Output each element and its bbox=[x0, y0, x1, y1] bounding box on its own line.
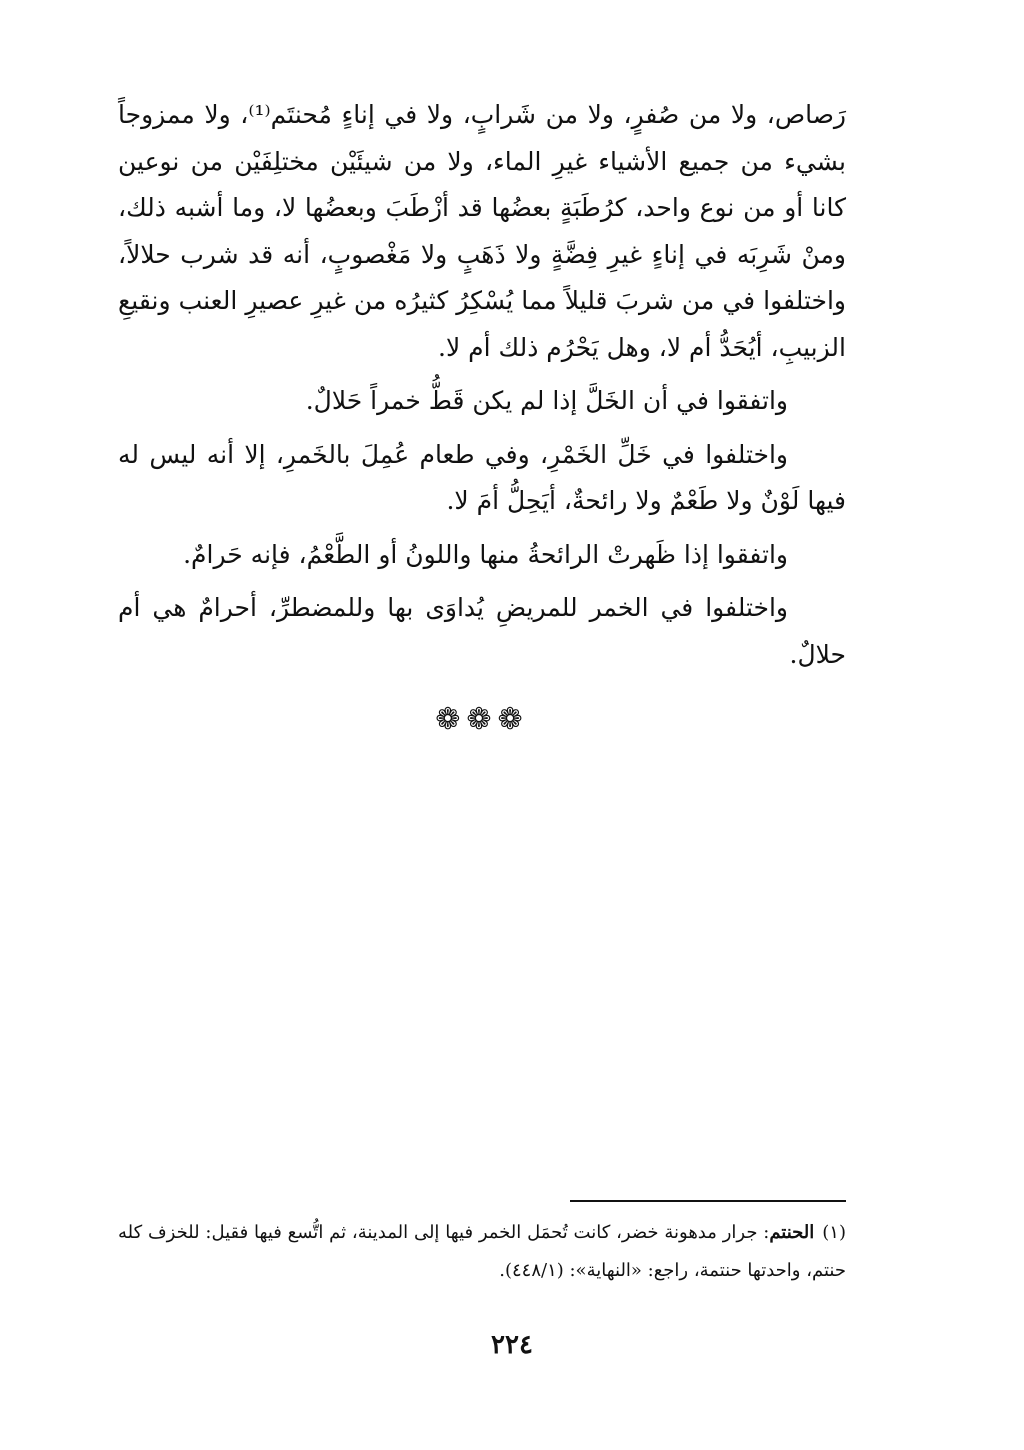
paragraph-3: واختلفوا في خَلِّ الخَمْرِ، وفي طعام عُمِلَ بالخَمرِ، إلا أنه ليس له فيها لَوْنٌ ولا طَعْمٌ ولا رائحةٌ، أيَحِلُّ أمَ لا. bbox=[118, 439, 846, 515]
footnote-1 bbox=[118, 1214, 846, 1290]
main-text bbox=[118, 92, 846, 737]
footnote-divider bbox=[570, 1200, 846, 1202]
page-number: ٢٢٤ bbox=[491, 1330, 533, 1360]
footnotes bbox=[118, 1200, 846, 1290]
paragraph-5: واختلفوا في الخمر للمريضِ يُداوَى بها وللمضطرِّ، أحرامٌ هي أم حلالٌ. bbox=[118, 593, 846, 669]
footnote-text: : جرار مدهونة خضر، كانت تُحمَل الخمر فيها إلى المدينة، ثم اتُّسع فيها فقيل: للخزف كله حنتم، واحدتها حنتمة، راجع: «النهاية»: (٤٤٨/١). bbox=[118, 1222, 846, 1281]
footnote-term: الحنتم bbox=[769, 1222, 815, 1243]
paragraph-4: واتفقوا إذا ظَهرتْ الرائحةُ منها واللونُ أو الطَّعْمُ، فإنه حَرامٌ. bbox=[183, 539, 788, 569]
paragraph-1: رَصاص، ولا من صُفرٍ، ولا من شَرابٍ، ولا في إناءٍ مُحنتَم⁽¹⁾، ولا ممزوجاً بشيء من جميع الأشياء غيرِ الماء، ولا من شيئَيْن مختلِفَيْن من نوعين كانا أو من نوع واحد، كرُطَبَةٍ بعضُها قد أزْطَبَ وبعضُها لا، وما أشبه ذلك، ومنْ شَرِبَه في إناءٍ غيرِ فِضَّةٍ ولا ذَهَبٍ ولا مَغْصوبٍ، أنه قد شرب حلالاً، واختلفوا في من شربَ قليلاً مما يُسْكِرُ كثيرُه من غيرِ عصيرِ العنب ونقيعِ الزبيبِ، أيُحَدُّ أم لا، وهل يَحْرُم ذلك أم لا. bbox=[118, 100, 846, 362]
paragraph-2: واتفقوا في أن الخَلَّ إذا لم يكن قَطُّ خمراً حَلالٌ. bbox=[305, 386, 788, 415]
footnote-number: (١) bbox=[822, 1222, 846, 1243]
section-ornament-icon: ❁❁❁ bbox=[435, 702, 529, 737]
